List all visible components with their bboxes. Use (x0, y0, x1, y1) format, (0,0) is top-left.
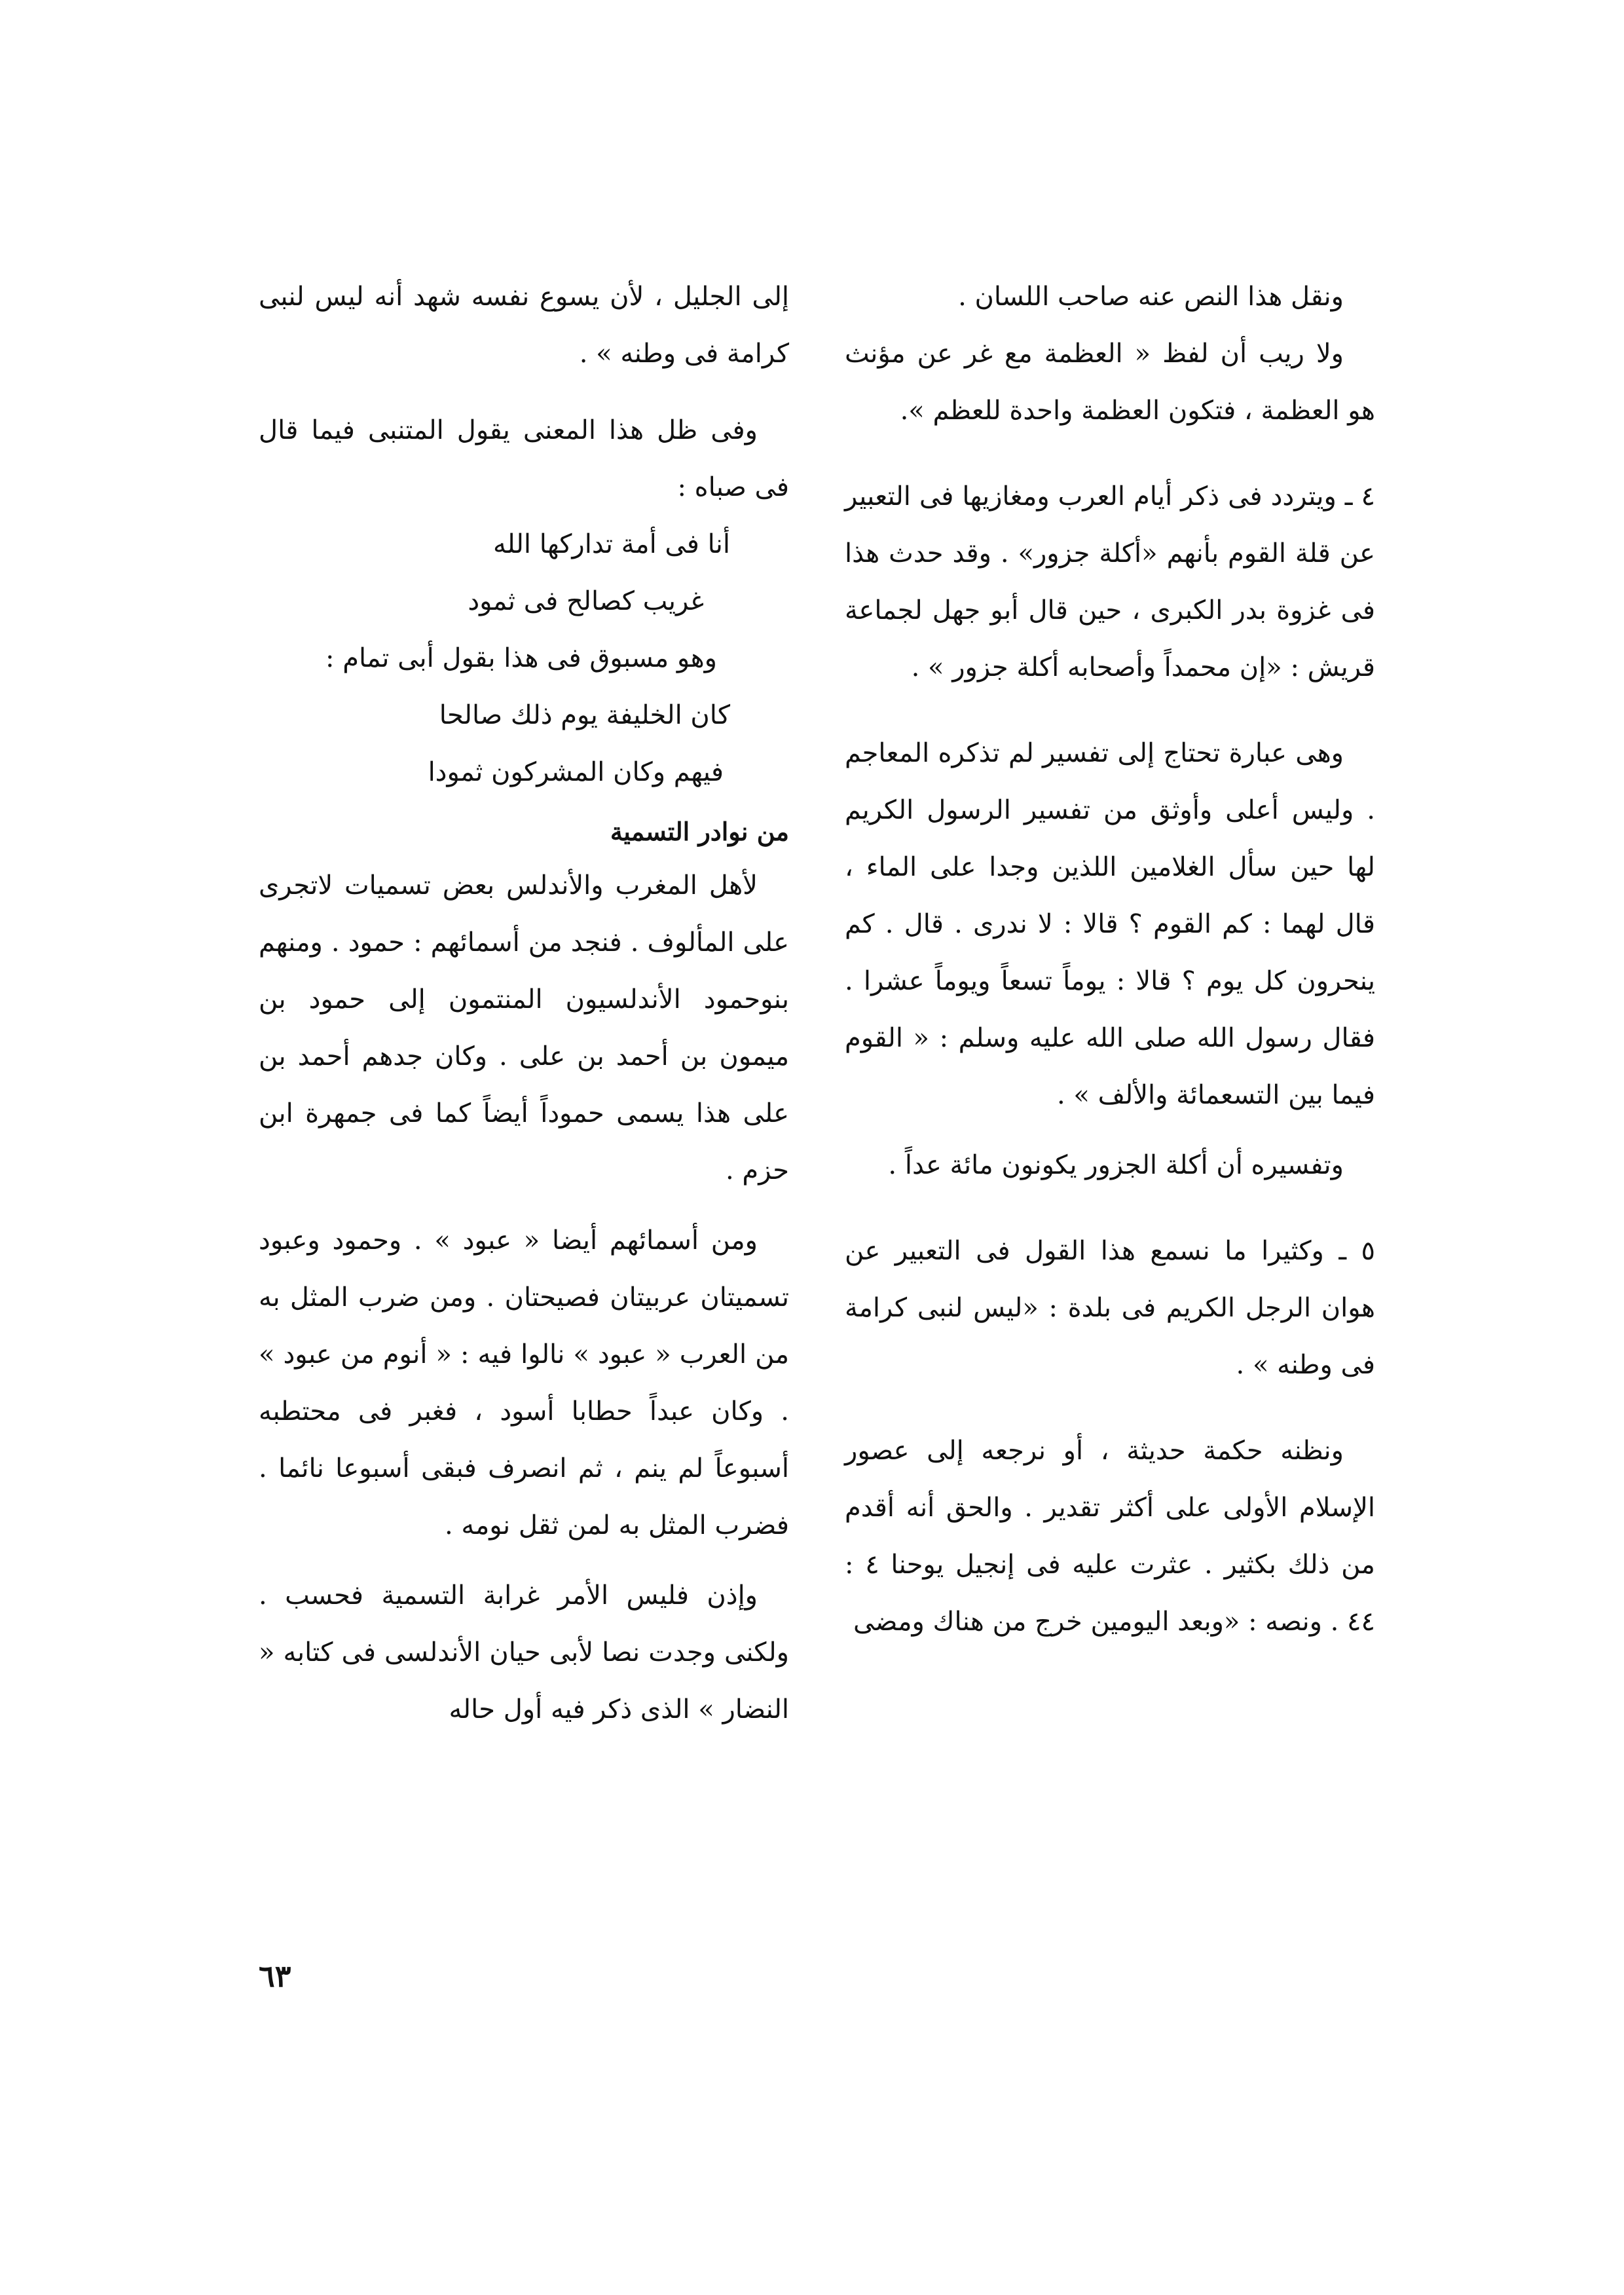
verse-intro: وهو مسبوق فى هذا بقول أبى تمام : (325, 643, 717, 673)
paragraph: لأهل المغرب والأندلس بعض تسميات لاتجرى على المألوف . فنجد من أسمائهم : حمود . ومنهم بنوحمود الأندلسيون المنتمون إلى حمود بن ميمون بن أحمد بن على . وكان جدهم أحمد بن على هذا يسمى حموداً أيضاً كما فى جمهرة ابن حزم . (259, 870, 789, 1185)
paragraph: ولا ريب أن لفظ « العظمة مع غر عن مؤنث هو العظمة ، فتكون العظمة واحدة للعظم ». (845, 339, 1375, 426)
paragraph: ٥ ـ وكثيرا ما نسمع هذا القول فى التعبير عن هوان الرجل الكريم فى بلدة : «ليس لنبى كرامة فى وطنه » . (845, 1236, 1375, 1380)
left-column (259, 269, 789, 1738)
paragraph: ومن أسمائهم أيضا « عبود » . وحمود وعبود تسميتان عربيتان فصيحتان . ومن ضرب المثل به من العرب « عبود » نالوا فيه : « أنوم من عبود » . وكان عبداً حطابا أسود ، فغبر فى محتطبه أسبوعاً لم ينم ، ثم انصرف فبقى أسبوعا نائما . فضرب المثل به لمن ثقل نومه . (259, 1225, 789, 1540)
paragraph: وتفسيره أن أكلة الجزور يكونون مائة عداً . (888, 1150, 1344, 1180)
paragraph: وفى ظل هذا المعنى يقول المتنبى فيما قال فى صباه : (259, 415, 789, 502)
paragraph: إلى الجليل ، لأن يسوع نفسه شهد أنه ليس لنبى كرامة فى وطنه » . (259, 282, 789, 369)
right-column (845, 269, 1375, 1651)
paragraph: وهى عبارة تحتاج إلى تفسير لم تذكره المعاجم . وليس أعلى وأوثق من تفسير الرسول الكريم لها حين سأل الغلامين اللذين وجدا على الماء ، قال لهما : كم القوم ؟ قالا : لا ندرى . قال . كم ينحرون كل يوم ؟ قالا : يوماً تسعاً ويوماً عشرا . فقال رسول الله صلى الله عليه وسلم : « القوم فيما بين التسعمائة والألف » . (845, 738, 1376, 1110)
paragraph: ٤ ـ ويتردد فى ذكر أيام العرب ومغازيها فى التعبير عن قلة القوم بأنهم «أكلة جزور» . وقد حدث هذا فى غزوة بدر الكبرى ، حين قال أبو جهل لجماعة قريش : «إن محمداً وأصحابه أكلة جزور » . (845, 481, 1375, 682)
paragraph: وإذن فليس الأمر غرابة التسمية فحسب . ولكنى وجدت نصا لأبى حيان الأندلسى فى كتابه « النضار » الذى ذكر فيه أول حاله (259, 1580, 789, 1725)
verse-line: غريب كصالح فى ثمود (468, 586, 704, 616)
section-heading: من نوادر التسمية (610, 817, 789, 846)
page-number: ٦٣ (259, 1958, 291, 1994)
paragraph: ونظنه حكمة حديثة ، أو نرجعه إلى عصور الإسلام الأولى على أكثر تقدير . والحق أنه أقدم من ذلك بكثير . عثرت عليه فى إنجيل يوحنا ٤ : ٤٤ . ونصه : «وبعد اليومين خرج من هناك ومضى (845, 1436, 1375, 1637)
verse-line: أنا فى أمة تداركها الله (493, 529, 730, 559)
verse-line: كان الخليفة يوم ذلك صالحا (439, 700, 730, 730)
paragraph: ونقل هذا النص عنه صاحب اللسان . (958, 282, 1344, 312)
verse-line: فيهم وكان المشركون ثمودا (428, 757, 724, 787)
